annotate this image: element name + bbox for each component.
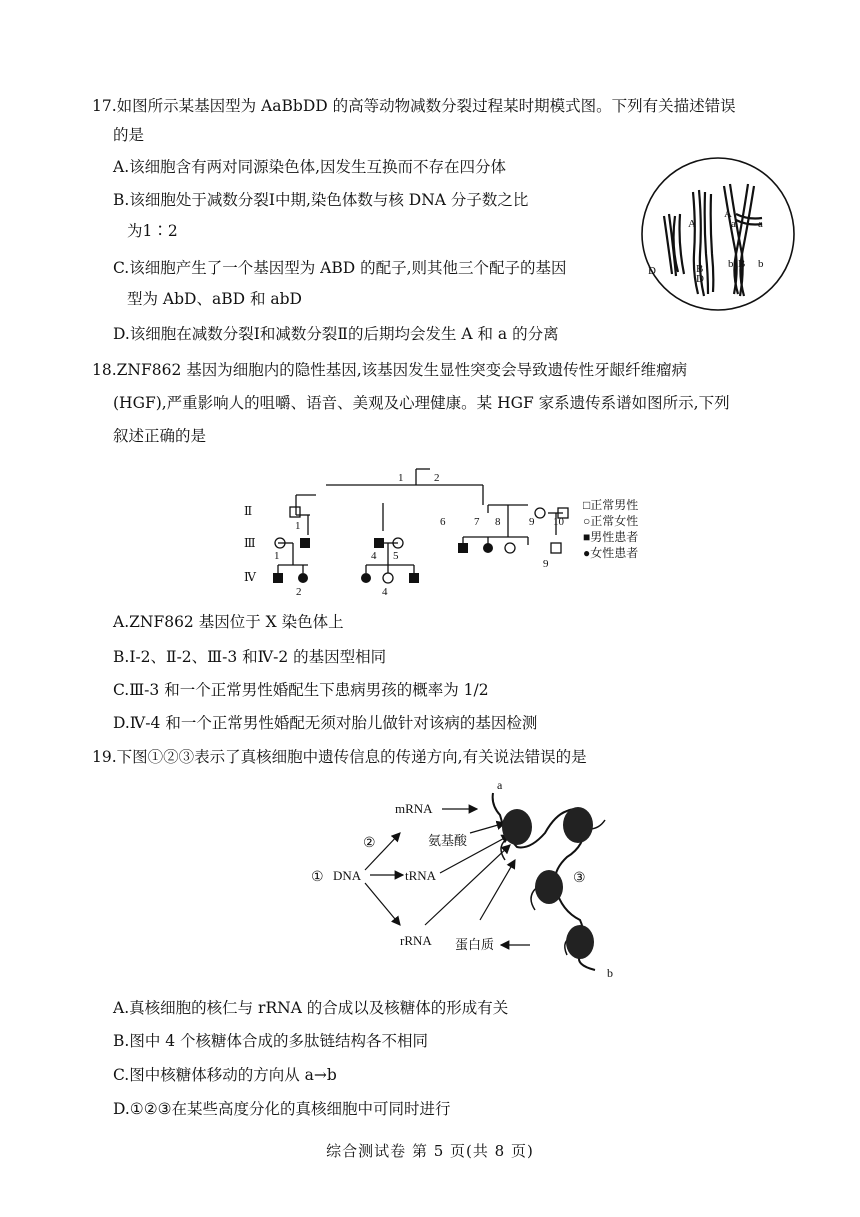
q17-option-b-line1: B.该细胞处于减数分裂Ⅰ中期,染色体数与核 DNA 分子数之比: [113, 191, 529, 209]
pedigree-gen-ii: Ⅱ: [244, 504, 253, 518]
q19-stem: 19.下图①②③表示了真核细胞中遗传信息的传递方向,有关说法错误的是: [92, 748, 587, 766]
q17-option-a: A.该细胞含有两对同源染色体,因发生互换而不存在四分体: [113, 158, 507, 176]
q18-option-b: B.Ⅰ-2、Ⅱ-2、Ⅲ-3 和Ⅳ-2 的基因型相同: [113, 648, 387, 666]
q19-label-circle3: ③: [573, 871, 586, 886]
pedigree-num-iii1: 1: [274, 550, 280, 562]
q17-option-b-line2: 为1∶2: [127, 222, 178, 240]
q17-label-B2: B: [738, 258, 746, 270]
pedigree-num-iii9: 9: [543, 558, 549, 570]
q19-label-circle2: ②: [363, 836, 376, 851]
q17-label-D2: D: [696, 273, 704, 285]
q19-label-amino-acid: 氨基酸: [428, 833, 468, 848]
q17-cell-figure: [638, 154, 798, 314]
q17-stem-line1: 17.如图所示某基因型为 AaBbDD 的高等动物减数分裂过程某时期模式图。下列有关描述错误: [92, 97, 736, 115]
q17-stem-line2: 的是: [113, 126, 145, 144]
q18-stem-line2: (HGF),严重影响人的咀嚼、语音、美观及心理健康。某 HGF 家系遗传系谱如图所示,下列: [113, 394, 730, 412]
q19-label-circle1: ①: [311, 870, 324, 885]
pedigree-num-ii8: 8: [495, 516, 501, 528]
q18-stem-line3: 叙述正确的是: [113, 427, 207, 445]
q19-label-trna: tRNA: [405, 868, 437, 883]
q17-label-A1: A: [688, 218, 696, 230]
q18-option-a: A.ZNF862 基因位于 X 染色体上: [113, 613, 344, 631]
pedigree-num-iii4: 4: [371, 550, 377, 562]
page-footer: 综合测试卷 第 5 页(共 8 页): [326, 1142, 534, 1160]
pedigree-num-ii6: 6: [440, 516, 446, 528]
q19-label-a: a: [497, 778, 503, 792]
pedigree-num-iv4: 4: [382, 586, 388, 598]
legend-normal-female: ○正常女性: [583, 514, 639, 528]
q19-label-b: b: [607, 966, 613, 980]
q17-label-b1: b: [728, 258, 734, 270]
legend-affected-male: ■男性患者: [583, 530, 639, 544]
q19-option-b: B.图中 4 个核糖体合成的多肽链结构各不相同: [113, 1032, 429, 1050]
q18-option-d: D.Ⅳ-4 和一个正常男性婚配无须对胎儿做针对该病的基因检测: [113, 714, 538, 732]
q19-option-d: D.①②③在某些高度分化的真核细胞中可同时进行: [113, 1100, 451, 1118]
q19-option-a: A.真核细胞的核仁与 rRNA 的合成以及核糖体的形成有关: [113, 999, 509, 1017]
q17-label-a2: a: [758, 218, 763, 230]
legend-normal-male: □正常男性: [583, 498, 639, 512]
q17-label-B1: B: [696, 263, 704, 275]
pedigree-num-ii10: 10: [553, 516, 564, 528]
q18-option-c: C.Ⅲ-3 和一个正常男性婚配生下患病男孩的概率为 1/2: [113, 681, 489, 699]
pedigree-num-ii9: 9: [529, 516, 535, 528]
q17-label-D1: D: [648, 265, 656, 277]
q17-option-c-line1: C.该细胞产生了一个基因型为 ABD 的配子,则其他三个配子的基因: [113, 259, 567, 277]
q17-option-d: D.该细胞在减数分裂Ⅰ和减数分裂Ⅱ的后期均会发生 A 和 a 的分离: [113, 325, 559, 343]
pedigree-num-iii5: 5: [393, 550, 399, 562]
legend-affected-female: ●女性患者: [583, 546, 639, 560]
q17-label-a1: a: [731, 218, 736, 230]
q19-label-protein: 蛋白质: [455, 937, 495, 952]
pedigree-num-ii7: 7: [474, 516, 480, 528]
q18-stem-line1: 18.ZNF862 基因为细胞内的隐性基因,该基因发生显性突变会导致遗传性牙龈纤维瘤病: [92, 361, 688, 379]
q19-translation-figure: [305, 775, 635, 985]
q17-option-c-line2: 型为 AbD、aBD 和 abD: [127, 290, 302, 308]
q17-label-A2: A: [724, 208, 732, 220]
pedigree-gen-iii: Ⅲ: [244, 536, 256, 550]
pedigree-num-i1: 1: [398, 472, 404, 484]
q17-label-b2: b: [758, 258, 764, 270]
q18-pedigree-figure: [238, 465, 668, 605]
pedigree-num-i2: 2: [434, 472, 440, 484]
q19-label-dna: DNA: [333, 868, 362, 883]
pedigree-gen-iv: Ⅳ: [244, 570, 256, 584]
q19-option-c: C.图中核糖体移动的方向从 a→b: [113, 1066, 337, 1084]
q19-label-rrna: rRNA: [400, 933, 432, 948]
pedigree-num-iv2: 2: [296, 586, 302, 598]
q19-label-mrna: mRNA: [395, 801, 433, 816]
pedigree-num-ii1: 1: [295, 520, 301, 532]
